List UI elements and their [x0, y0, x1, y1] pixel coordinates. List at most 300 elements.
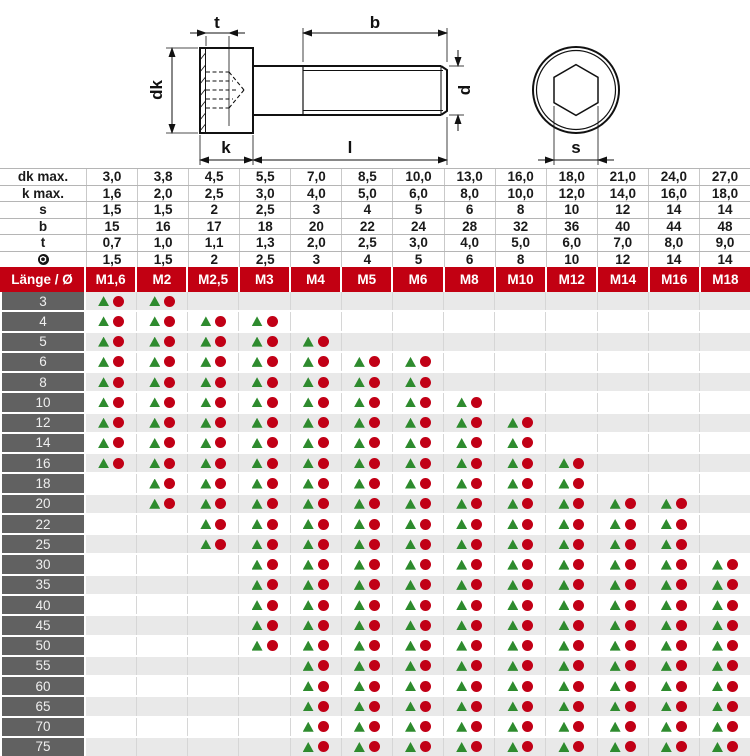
availability-cell	[597, 535, 648, 553]
green-triangle-marker	[507, 620, 518, 630]
red-circle-marker	[318, 417, 329, 428]
red-circle-marker	[522, 701, 533, 712]
availability-cell	[341, 555, 392, 573]
availability-cell	[392, 454, 443, 472]
availability-cell	[443, 576, 494, 594]
green-triangle-marker	[200, 519, 211, 529]
dim-label-s: s	[571, 138, 581, 157]
green-triangle-marker	[303, 377, 314, 387]
availability-cell	[86, 576, 136, 594]
red-circle-marker	[164, 458, 175, 469]
length-row-label: 18	[0, 474, 86, 492]
green-triangle-marker	[149, 296, 160, 306]
availability-cell	[187, 434, 238, 452]
availability-cell	[86, 454, 136, 472]
spec-value: 36	[546, 219, 597, 235]
availability-cell	[494, 474, 545, 492]
green-triangle-marker	[354, 377, 365, 387]
red-circle-marker	[267, 559, 278, 570]
spec-value: 3	[290, 202, 341, 218]
green-triangle-marker	[354, 560, 365, 570]
availability-cell	[443, 677, 494, 695]
green-triangle-marker	[610, 499, 621, 509]
spec-value: 8,5	[341, 169, 392, 185]
availability-cell	[341, 697, 392, 715]
availability-cell	[443, 393, 494, 411]
availability-cell	[238, 616, 289, 634]
spec-value: 2,0	[137, 186, 188, 202]
dim-label-l: l	[347, 138, 353, 157]
availability-cell	[648, 576, 699, 594]
red-circle-marker	[522, 458, 533, 469]
green-triangle-marker	[354, 580, 365, 590]
length-row	[0, 716, 750, 736]
green-triangle-marker	[405, 499, 416, 509]
red-circle-marker	[676, 701, 687, 712]
spec-value: 2	[188, 252, 239, 268]
spec-value: 27,0	[699, 169, 750, 185]
availability-cell	[494, 312, 545, 330]
green-triangle-marker	[200, 377, 211, 387]
spec-value: 24	[392, 219, 443, 235]
availability-cell	[392, 393, 443, 411]
green-triangle-marker	[661, 499, 672, 509]
availability-cell	[597, 576, 648, 594]
red-circle-marker	[625, 660, 636, 671]
green-triangle-marker	[303, 641, 314, 651]
red-circle-marker	[369, 437, 380, 448]
availability-cell	[136, 535, 187, 553]
availability-cell	[187, 596, 238, 614]
red-circle-marker	[267, 620, 278, 631]
availability-cell	[187, 333, 238, 351]
green-triangle-marker	[712, 722, 723, 732]
availability-cell	[187, 738, 238, 756]
green-triangle-marker	[712, 742, 723, 752]
availability-cell	[392, 677, 443, 695]
green-triangle-marker	[252, 418, 263, 428]
red-circle-marker	[318, 660, 329, 671]
size-column-header: M14	[598, 267, 649, 292]
availability-cell	[187, 373, 238, 391]
red-circle-marker	[215, 498, 226, 509]
red-circle-marker	[369, 478, 380, 489]
availability-cell	[136, 312, 187, 330]
red-circle-marker	[676, 620, 687, 631]
green-triangle-marker	[405, 580, 416, 590]
green-triangle-marker	[405, 519, 416, 529]
red-circle-marker	[318, 681, 329, 692]
red-circle-marker	[369, 377, 380, 388]
availability-cell	[699, 373, 750, 391]
red-circle-marker	[625, 721, 636, 732]
green-triangle-marker	[303, 742, 314, 752]
red-circle-marker	[318, 377, 329, 388]
availability-cell	[290, 292, 341, 310]
availability-cell	[392, 616, 443, 634]
spec-value: 0,7	[86, 235, 137, 251]
red-circle-marker	[471, 397, 482, 408]
green-triangle-marker	[303, 418, 314, 428]
availability-cell	[136, 333, 187, 351]
red-circle-marker	[267, 397, 278, 408]
availability-cell	[494, 495, 545, 513]
length-row	[0, 655, 750, 675]
red-circle-marker	[522, 559, 533, 570]
length-row	[0, 574, 750, 594]
spec-value: 32	[495, 219, 546, 235]
availability-cell	[392, 312, 443, 330]
green-triangle-marker	[456, 397, 467, 407]
availability-cell	[187, 576, 238, 594]
green-triangle-marker	[354, 620, 365, 630]
green-triangle-marker	[98, 337, 109, 347]
availability-cell	[238, 718, 289, 736]
availability-cell	[136, 576, 187, 594]
spec-row	[0, 219, 750, 236]
size-column-header: M1,6	[86, 267, 137, 292]
red-circle-marker	[625, 620, 636, 631]
red-circle-marker	[215, 417, 226, 428]
green-triangle-marker	[558, 620, 569, 630]
spec-value: 28	[444, 219, 495, 235]
availability-cell	[187, 353, 238, 371]
red-circle-marker	[625, 519, 636, 530]
availability-cell	[136, 373, 187, 391]
red-circle-marker	[113, 458, 124, 469]
length-row	[0, 351, 750, 371]
spec-value: 5,5	[239, 169, 290, 185]
length-row	[0, 553, 750, 573]
red-circle-marker	[676, 519, 687, 530]
spec-row-label: s	[39, 202, 47, 218]
green-triangle-marker	[149, 377, 160, 387]
spec-value: 6,0	[392, 186, 443, 202]
availability-cell	[290, 353, 341, 371]
availability-cell	[545, 373, 596, 391]
red-circle-marker	[471, 721, 482, 732]
spec-value: 2,0	[290, 235, 341, 251]
availability-cell	[545, 677, 596, 695]
availability-cell	[392, 697, 443, 715]
availability-cell	[443, 515, 494, 533]
green-triangle-marker	[661, 742, 672, 752]
spec-row-label	[0, 252, 86, 268]
green-triangle-marker	[456, 641, 467, 651]
availability-cell	[392, 373, 443, 391]
availability-cell	[699, 434, 750, 452]
length-row-label: 5	[0, 333, 86, 351]
availability-cell	[494, 373, 545, 391]
green-triangle-marker	[456, 560, 467, 570]
spec-value: 16	[137, 219, 188, 235]
availability-cell	[443, 333, 494, 351]
availability-cell	[86, 414, 136, 432]
length-row	[0, 432, 750, 452]
spec-value: 4	[341, 202, 392, 218]
green-triangle-marker	[610, 560, 621, 570]
length-row-label: 30	[0, 555, 86, 573]
red-circle-marker	[369, 356, 380, 367]
availability-cell	[699, 596, 750, 614]
red-circle-marker	[573, 600, 584, 611]
availability-cell	[494, 657, 545, 675]
availability-cell	[699, 697, 750, 715]
green-triangle-marker	[405, 641, 416, 651]
spec-row-label: k max.	[21, 185, 65, 201]
spec-value: 4,0	[290, 186, 341, 202]
red-circle-marker	[522, 741, 533, 752]
availability-cell	[290, 596, 341, 614]
spec-value: 7,0	[290, 169, 341, 185]
spec-value: 14,0	[597, 186, 648, 202]
availability-cell	[238, 596, 289, 614]
availability-cell	[597, 414, 648, 432]
red-circle-marker	[727, 741, 738, 752]
spec-value: 9,0	[699, 235, 750, 251]
red-circle-marker	[676, 498, 687, 509]
red-circle-marker	[215, 336, 226, 347]
availability-cell	[290, 697, 341, 715]
red-circle-marker	[420, 640, 431, 651]
green-triangle-marker	[610, 681, 621, 691]
red-circle-marker	[471, 620, 482, 631]
green-triangle-marker	[252, 377, 263, 387]
green-triangle-marker	[303, 560, 314, 570]
hex-socket-icon	[38, 254, 49, 265]
green-triangle-marker	[456, 519, 467, 529]
availability-cell	[443, 555, 494, 573]
length-row-label: 8	[0, 373, 86, 391]
green-triangle-marker	[200, 357, 211, 367]
red-circle-marker	[318, 600, 329, 611]
green-triangle-marker	[456, 418, 467, 428]
availability-cell	[545, 535, 596, 553]
length-row-label: 4	[0, 312, 86, 330]
red-circle-marker	[318, 519, 329, 530]
availability-cell	[597, 677, 648, 695]
red-circle-marker	[267, 600, 278, 611]
green-triangle-marker	[507, 458, 518, 468]
red-circle-marker	[727, 681, 738, 692]
length-row-label: 14	[0, 434, 86, 452]
availability-cell	[597, 515, 648, 533]
spec-value: 3,0	[239, 186, 290, 202]
length-row-label: 65	[0, 697, 86, 715]
red-circle-marker	[318, 721, 329, 732]
red-circle-marker	[573, 539, 584, 550]
availability-cell	[648, 434, 699, 452]
green-triangle-marker	[661, 681, 672, 691]
length-row-label: 10	[0, 393, 86, 411]
green-triangle-marker	[252, 580, 263, 590]
spec-value: 5,0	[341, 186, 392, 202]
spec-value: 1,1	[188, 235, 239, 251]
availability-cell	[341, 333, 392, 351]
availability-cell	[86, 718, 136, 736]
red-circle-marker	[369, 701, 380, 712]
availability-cell	[290, 576, 341, 594]
spec-value: 10,0	[392, 169, 443, 185]
availability-cell	[597, 697, 648, 715]
availability-cell	[136, 677, 187, 695]
red-circle-marker	[420, 701, 431, 712]
availability-cell	[443, 657, 494, 675]
availability-cell	[341, 677, 392, 695]
red-circle-marker	[573, 721, 584, 732]
red-circle-marker	[420, 721, 431, 732]
availability-cell	[648, 657, 699, 675]
length-row	[0, 695, 750, 715]
availability-cell	[648, 718, 699, 736]
red-circle-marker	[164, 377, 175, 388]
green-triangle-marker	[507, 742, 518, 752]
spec-value: 10	[546, 252, 597, 268]
red-circle-marker	[727, 701, 738, 712]
availability-cell	[238, 576, 289, 594]
availability-cell	[238, 292, 289, 310]
red-circle-marker	[113, 397, 124, 408]
availability-cell	[443, 373, 494, 391]
availability-cell	[699, 637, 750, 655]
red-circle-marker	[215, 356, 226, 367]
spec-value: 5	[392, 252, 443, 268]
green-triangle-marker	[303, 397, 314, 407]
availability-cell	[494, 292, 545, 310]
availability-cell	[648, 555, 699, 573]
red-circle-marker	[369, 519, 380, 530]
spec-row	[0, 235, 750, 252]
red-circle-marker	[215, 397, 226, 408]
availability-cell	[187, 414, 238, 432]
red-circle-marker	[369, 620, 380, 631]
availability-cell	[86, 637, 136, 655]
red-circle-marker	[267, 640, 278, 651]
green-triangle-marker	[558, 479, 569, 489]
spec-value: 5,0	[495, 235, 546, 251]
availability-cell	[392, 515, 443, 533]
availability-cell	[545, 454, 596, 472]
red-circle-marker	[727, 559, 738, 570]
availability-cell	[443, 292, 494, 310]
red-circle-marker	[522, 579, 533, 590]
availability-cell	[597, 718, 648, 736]
green-triangle-marker	[200, 479, 211, 489]
green-triangle-marker	[661, 560, 672, 570]
red-circle-marker	[471, 579, 482, 590]
green-triangle-marker	[252, 499, 263, 509]
availability-cell	[699, 555, 750, 573]
availability-cell	[392, 292, 443, 310]
red-circle-marker	[625, 640, 636, 651]
green-triangle-marker	[252, 397, 263, 407]
availability-cell	[443, 454, 494, 472]
availability-cell	[392, 333, 443, 351]
green-triangle-marker	[456, 661, 467, 671]
length-row-label: 12	[0, 414, 86, 432]
red-circle-marker	[267, 539, 278, 550]
availability-cell	[648, 677, 699, 695]
green-triangle-marker	[610, 519, 621, 529]
availability-cell	[238, 555, 289, 573]
dim-label-k: k	[221, 138, 231, 157]
red-circle-marker	[471, 600, 482, 611]
availability-cell	[699, 292, 750, 310]
spec-value: 8,0	[444, 186, 495, 202]
availability-cell	[238, 333, 289, 351]
green-triangle-marker	[456, 681, 467, 691]
red-circle-marker	[215, 539, 226, 550]
spec-value: 10,0	[495, 186, 546, 202]
green-triangle-marker	[507, 580, 518, 590]
green-triangle-marker	[98, 397, 109, 407]
red-circle-marker	[625, 681, 636, 692]
availability-cell	[648, 495, 699, 513]
availability-cell	[238, 637, 289, 655]
green-triangle-marker	[98, 316, 109, 326]
green-triangle-marker	[149, 479, 160, 489]
spec-value: 14	[699, 202, 750, 218]
spec-value: 10	[546, 202, 597, 218]
green-triangle-marker	[558, 580, 569, 590]
red-circle-marker	[267, 377, 278, 388]
availability-cell	[238, 738, 289, 756]
availability-cell	[443, 434, 494, 452]
spec-value: 20	[290, 219, 341, 235]
red-circle-marker	[471, 437, 482, 448]
green-triangle-marker	[98, 438, 109, 448]
spec-value: 1,5	[137, 252, 188, 268]
green-triangle-marker	[303, 337, 314, 347]
spec-value: 16,0	[648, 186, 699, 202]
green-triangle-marker	[354, 397, 365, 407]
red-circle-marker	[522, 498, 533, 509]
availability-cell	[290, 718, 341, 736]
green-triangle-marker	[405, 681, 416, 691]
availability-cell	[443, 637, 494, 655]
availability-cell	[187, 312, 238, 330]
availability-cell	[187, 555, 238, 573]
red-circle-marker	[267, 579, 278, 590]
green-triangle-marker	[303, 539, 314, 549]
length-row	[0, 736, 750, 756]
availability-cell	[136, 596, 187, 614]
length-row	[0, 513, 750, 533]
spec-value: 8	[495, 202, 546, 218]
availability-cell	[443, 738, 494, 756]
availability-cell	[341, 576, 392, 594]
availability-cell	[648, 596, 699, 614]
red-circle-marker	[573, 660, 584, 671]
green-triangle-marker	[149, 499, 160, 509]
green-triangle-marker	[200, 499, 211, 509]
availability-cell	[341, 738, 392, 756]
green-triangle-marker	[610, 620, 621, 630]
green-triangle-marker	[610, 539, 621, 549]
availability-cell	[86, 515, 136, 533]
green-triangle-marker	[507, 560, 518, 570]
green-triangle-marker	[149, 418, 160, 428]
red-circle-marker	[267, 336, 278, 347]
availability-cell	[545, 414, 596, 432]
red-circle-marker	[625, 559, 636, 570]
green-triangle-marker	[661, 701, 672, 711]
availability-cell	[699, 738, 750, 756]
green-triangle-marker	[507, 661, 518, 671]
availability-cell	[443, 495, 494, 513]
availability-cell	[648, 414, 699, 432]
red-circle-marker	[522, 437, 533, 448]
